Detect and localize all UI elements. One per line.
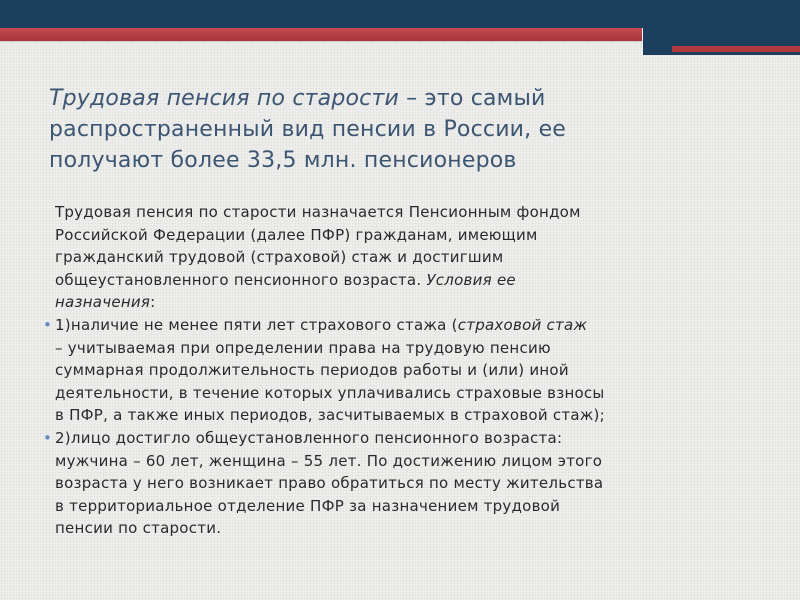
bullet-2-line-3: возраста у него возникает право обратиться по месту жительства [55, 474, 604, 493]
bullet-2-line-1: 2)лицо достигло общеустановленного пенсионного возраста: [55, 428, 563, 447]
bullet-1-line-2: – учитываемая при определении права на трудовую пенсию [55, 338, 551, 357]
bullet-1-line-4: деятельности, в течение которых уплачивались страховые взносы [55, 383, 605, 402]
slide-body [43, 201, 755, 540]
bullet-1-line-1-italic: страховой стаж [457, 315, 588, 334]
list-item [43, 314, 755, 427]
intro-line-4: общеустановленного пенсионного возраста. [55, 270, 427, 289]
bullet-icon: • [43, 428, 53, 447]
bullet-2-line-2: мужчина – 60 лет, женщина – 55 лет. По достижению лицом этого [55, 451, 603, 470]
intro-paragraph [55, 201, 755, 314]
title-line-2: распространенный вид пенсии в России, ее [49, 117, 567, 142]
title-line-1-rest: – это самый [398, 86, 546, 111]
header-corner-separator [642, 28, 643, 55]
header-navy-band [0, 0, 800, 28]
bullet-icon: • [43, 315, 53, 334]
slide-title [49, 83, 749, 176]
conditions-list [43, 314, 755, 540]
bullet-2-line-4: в территориальное отделение ПФР за назначением трудовой [55, 496, 561, 515]
intro-line-1: Трудовая пенсия по старости назначается Пенсионным фондом [55, 203, 581, 221]
intro-line-5-end: : [150, 293, 156, 312]
intro-line-4-italic: Условия ее [426, 270, 516, 289]
bullet-1-line-5: в ПФР, а также иных периодов, засчитываемых в страховой стаж); [55, 406, 605, 425]
bullet-2-line-5: пенсии по старости. [55, 519, 222, 538]
intro-line-3: гражданский трудовой (страховой) стаж и достигшим [55, 248, 504, 267]
bullet-1-line-3: суммарная продолжительность периодов работы и (или) иной [55, 361, 569, 380]
bullet-1-line-1: 1)наличие не менее пяти лет страхового стажа ( [55, 315, 458, 334]
intro-line-5-italic: назначения [55, 293, 151, 312]
header-red-tab [672, 46, 800, 52]
list-item [43, 427, 755, 540]
title-italic-term: Трудовая пенсия по старости [49, 86, 399, 111]
intro-line-2: Российской Федерации (далее ПФР) гражданам, имеющим [55, 225, 538, 244]
title-line-3: получают более 33,5 млн. пенсионеров [49, 148, 517, 173]
